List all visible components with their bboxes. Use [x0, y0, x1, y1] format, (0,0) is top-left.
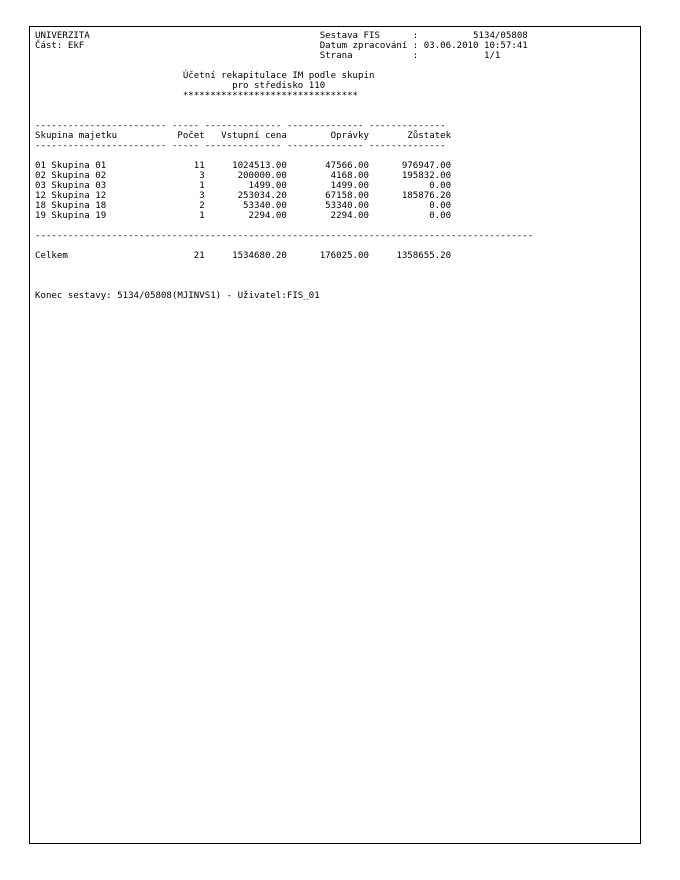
rule-header: ------------------------ ----- -------------- -------------- -------------- — [35, 141, 446, 151]
table-cell: 3 — [171, 191, 205, 201]
column-header-row — [35, 131, 451, 141]
rule-line-2 — [35, 141, 446, 151]
table-cell: 67158.00 — [286, 191, 369, 201]
total-row — [35, 251, 451, 261]
report-text — [35, 31, 533, 301]
table-cell: 18 Skupina 18 — [35, 201, 172, 211]
table-cell: 3 — [171, 171, 205, 181]
table-cell: 2294.00 — [286, 211, 369, 221]
table-row — [35, 181, 451, 191]
table-cell: 01 Skupina 01 — [35, 161, 172, 171]
table-cell: 02 Skupina 02 — [35, 171, 172, 181]
title-underline: ******************************** — [182, 91, 359, 101]
table-cell: 53340.00 — [204, 201, 287, 211]
table-row — [35, 211, 451, 221]
footer-line — [35, 291, 320, 301]
title-line-1 — [35, 71, 374, 81]
report-label: Sestava FIS — [319, 31, 413, 41]
column-header: Oprávky — [286, 131, 369, 141]
title-line-3 — [35, 91, 358, 101]
rule-total: ------------------------------------------------------------------------------------------- — [35, 231, 534, 241]
report-id: 5134/05808 — [473, 31, 528, 41]
part-name: Část: EkF — [35, 41, 85, 51]
table-cell: 253034.20 — [204, 191, 287, 201]
table-cell: 185876.20 — [368, 191, 452, 201]
column-header: Skupina majetku — [35, 131, 172, 141]
total-cell: 176025.00 — [286, 251, 369, 261]
table-row — [35, 201, 451, 211]
table-row — [35, 161, 451, 171]
table-cell: 47566.00 — [286, 161, 369, 171]
table-row — [35, 171, 451, 181]
table-cell: 2294.00 — [204, 211, 287, 221]
report-sep: : — [412, 31, 419, 41]
date-value: 03.06.2010 10:57:41 — [423, 41, 528, 51]
table-row — [35, 191, 451, 201]
date-sep: : — [412, 41, 419, 51]
total-cell: Celkem — [35, 251, 172, 261]
report-subtitle: pro středisko 110 — [232, 81, 326, 91]
page-label: Strana — [319, 51, 413, 61]
rule-top: ------------------------ ----- -------------- -------------- -------------- — [35, 121, 446, 131]
title-line-2 — [35, 81, 325, 91]
table-cell: 1024513.00 — [204, 161, 287, 171]
header-line-1 — [35, 31, 528, 41]
date-label: Datum zpracování — [319, 41, 413, 51]
table-cell: 4168.00 — [286, 171, 369, 181]
table-cell: 1499.00 — [286, 181, 369, 191]
table-cell: 03 Skupina 03 — [35, 181, 172, 191]
column-header: Zůstatek — [368, 131, 452, 141]
table-cell: 2 — [171, 201, 205, 211]
table-cell: 0.00 — [368, 181, 452, 191]
report-page — [29, 26, 641, 844]
table-cell: 1 — [171, 211, 205, 221]
table-cell: 0.00 — [368, 201, 452, 211]
column-header: Vstupní cena — [204, 131, 287, 141]
table-cell: 200000.00 — [204, 171, 287, 181]
table-cell: 1 — [171, 181, 205, 191]
table-cell: 0.00 — [368, 211, 452, 221]
header-line-2 — [35, 41, 528, 51]
table-cell: 12 Skupina 12 — [35, 191, 172, 201]
org-name: UNIVERZITA — [35, 31, 90, 41]
report-footer: Konec sestavy: 5134/05808(MJINVS1) - Uživatel:FIS_01 — [35, 291, 320, 301]
table-cell: 11 — [171, 161, 205, 171]
rule-line-1 — [35, 121, 446, 131]
page-sep: : — [412, 51, 419, 61]
table-cell: 976947.00 — [368, 161, 452, 171]
table-cell: 1499.00 — [204, 181, 287, 191]
total-cell: 1358655.20 — [368, 251, 452, 261]
column-header: Počet — [171, 131, 205, 141]
table-cell: 195832.00 — [368, 171, 452, 181]
header-line-3 — [35, 51, 500, 61]
table-cell: 53340.00 — [286, 201, 369, 211]
total-cell: 21 — [171, 251, 205, 261]
total-cell: 1534680.20 — [204, 251, 287, 261]
page-value: 1/1 — [483, 51, 501, 61]
table-cell: 19 Skupina 19 — [35, 211, 172, 221]
rule-line-3 — [35, 231, 533, 241]
report-title: Účetní rekapitulace IM podle skupin — [182, 71, 375, 81]
